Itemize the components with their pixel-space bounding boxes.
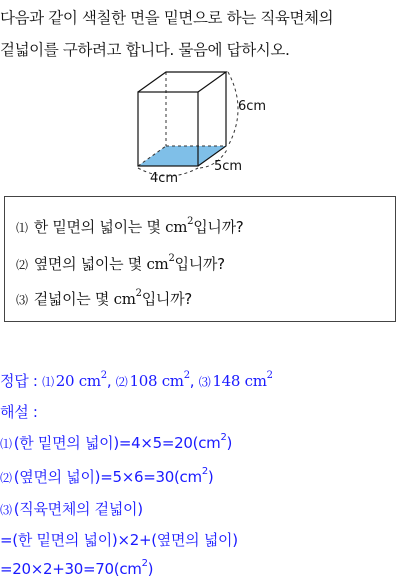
statement-line-2: 겉넓이를 구하려고 합니다. 물음에 답하시오. xyxy=(0,41,290,59)
explanation-line-2: ⑵ (옆면의 넓이)$=5\times 6=30(cm^2)$ xyxy=(0,466,214,486)
explanation-line-4: =(한 밑면의 넓이)×2+(옆면의 넓이) xyxy=(0,531,238,549)
problem-statement xyxy=(0,2,400,66)
cuboid-figure xyxy=(128,58,278,188)
answer-line: 정답 : ⑴ 20 $cm^2$, ⑵ 108 $cm^2$, ⑶ 148 $cm^2$ xyxy=(0,370,273,390)
depth-label: 5cm xyxy=(214,159,243,174)
explanation-line-5: $=20\times 2+30=70(cm^2)$ xyxy=(0,558,154,578)
explanation-line-3: ⑶ (직육면체의 겉넓이) xyxy=(0,500,143,518)
explanation-label: 해설 : xyxy=(0,403,38,421)
width-label: 4cm xyxy=(150,171,179,186)
statement-line-1: 다음과 같이 색칠한 면을 밑면으로 하는 직육면체의 xyxy=(0,9,334,27)
question-1: ⑴ 한 밑면의 넓이는 몇 $cm^2$입니까? xyxy=(16,216,244,236)
explanation-line-1: ⑴ (한 밑면의 넓이)$=4\times 5=20(cm^2)$ xyxy=(0,432,233,452)
question-2: ⑵ 옆면의 넓이는 몇 $cm^2$입니까? xyxy=(16,253,225,273)
cuboid-drawing xyxy=(128,58,278,188)
answer-label: 정답 : xyxy=(0,372,38,390)
question-3: ⑶ 겉넓이는 몇 $cm^2$입니까? xyxy=(16,288,192,308)
height-label: 6cm xyxy=(238,99,267,114)
question-box xyxy=(4,196,396,322)
